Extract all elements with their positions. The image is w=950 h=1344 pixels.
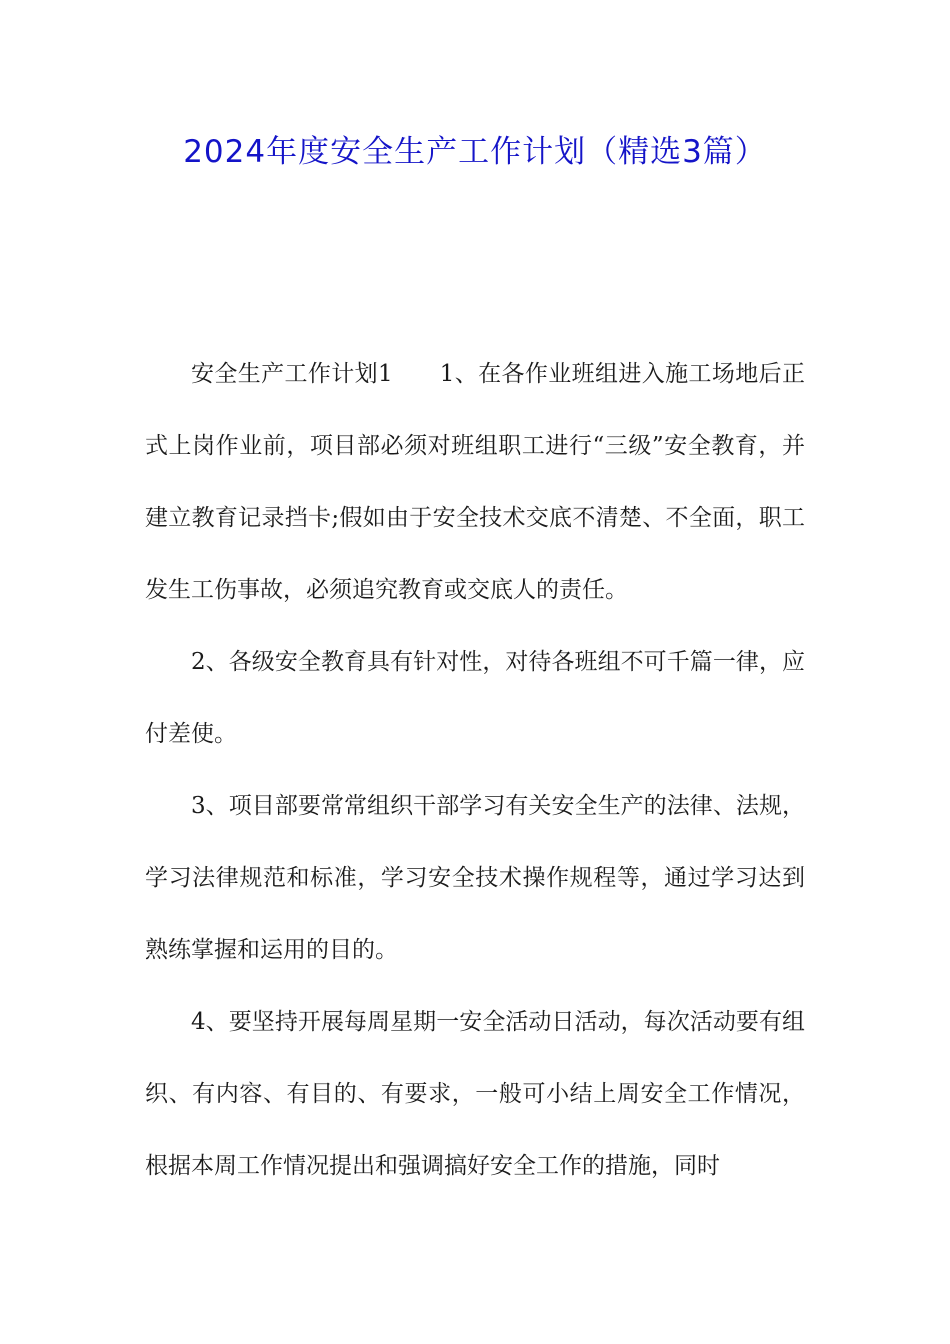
document-title: 2024年度安全生产工作计划（精选3篇） (183, 134, 767, 170)
paragraph-3: 3、项目部要常常组织干部学习有关安全生产的法律、法规，学习法律规范和标准，学习安全技术操作规程等，通过学习达到熟练掌握和运用的目的。 (145, 793, 805, 963)
document-body (145, 338, 805, 1202)
paragraph-2: 2、各级安全教育具有针对性，对待各班组不可千篇一律，应付差使。 (145, 649, 805, 747)
paragraph-1: 安全生产工作计划1 1、在各作业班组进入施工场地后正式上岗作业前，项目部必须对班组职工进行“三级”安全教育，并建立教育记录挡卡;假如由于安全技术交底不清楚、不全面，职工发生工伤事故，必须追究教育或交底人的责任。 (145, 361, 805, 603)
paragraph-4: 4、要坚持开展每周星期一安全活动日活动，每次活动要有组织、有内容、有目的、有要求，一般可小结上周安全工作情况，根据本周工作情况提出和强调搞好安全工作的措施，同时 (145, 1009, 805, 1179)
